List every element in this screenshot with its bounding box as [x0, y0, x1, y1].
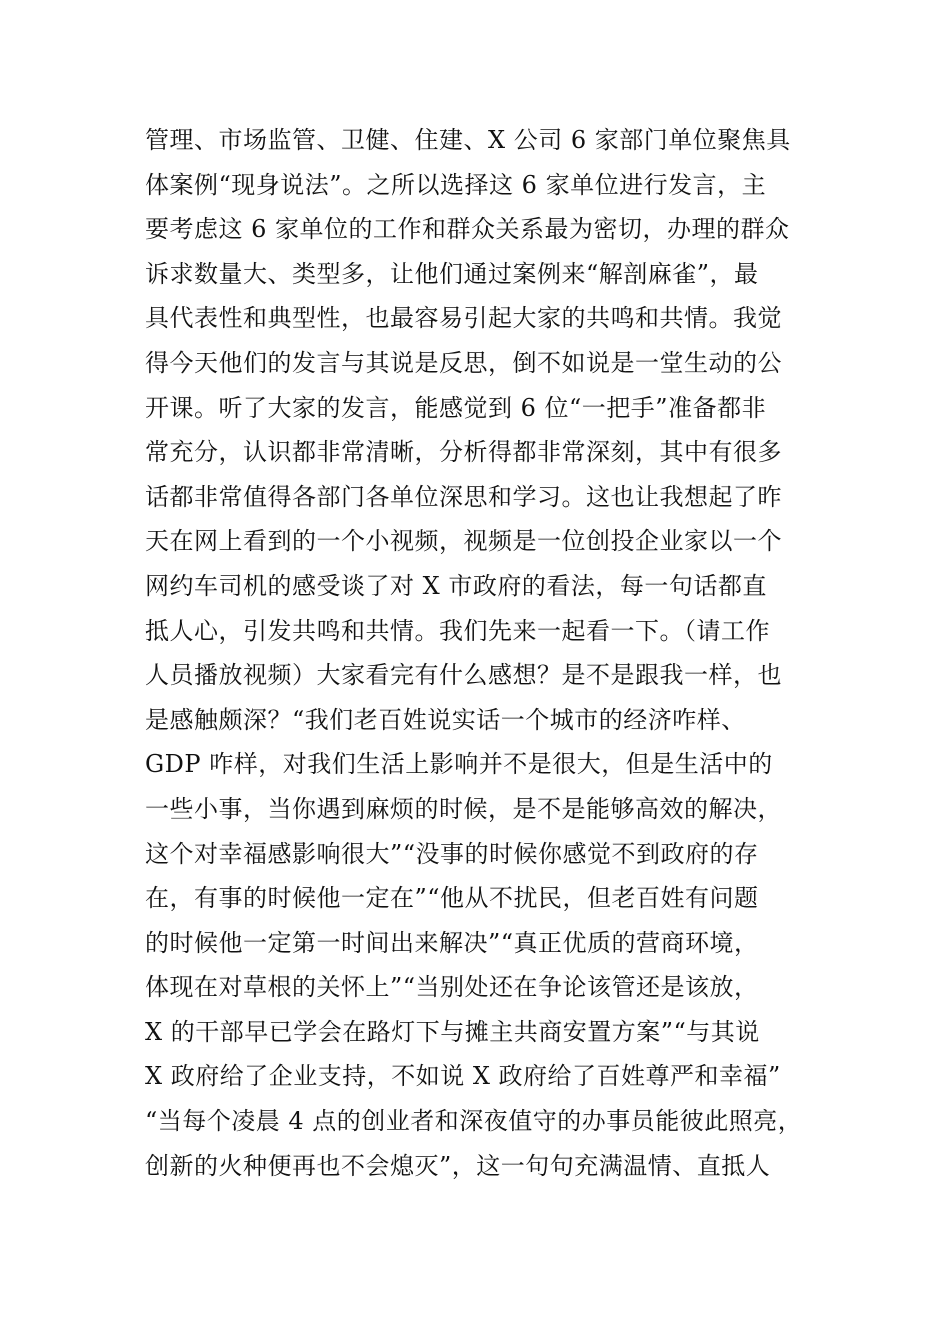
text-line: 常充分，认识都非常清晰，分析得都非常深刻，其中有很多	[145, 438, 782, 467]
text-line: “当每个凌晨 4 点的创业者和深夜值守的办事员能彼此照亮，	[145, 1107, 803, 1136]
text-line: 在，有事的时候他一定在”“他从不扰民，但老百姓有问题	[145, 884, 759, 913]
text-line: 具代表性和典型性，也最容易引起大家的共鸣和共情。我觉	[145, 304, 782, 333]
body-paragraph	[145, 118, 825, 1188]
text-line: 创新的火种便再也不会熄灭”，这一句句充满温情、直抵人	[145, 1151, 771, 1180]
text-line: 天在网上看到的一个小视频，视频是一位创投企业家以一个	[145, 527, 782, 556]
text-line: X 的干部早已学会在路灯下与摊主共商安置方案”“与其说	[145, 1017, 760, 1046]
text-line: X 政府给了企业支持，不如说 X 政府给了百姓尊严和幸福”	[145, 1062, 781, 1091]
text-line: 话都非常值得各部门各单位深思和学习。这也让我想起了昨	[145, 482, 782, 511]
text-line: 要考虑这 6 家单位的工作和群众关系最为密切，办理的群众	[145, 215, 790, 244]
text-line: GDP 咋样，对我们生活上影响并不是很大，但是生活中的	[145, 750, 773, 779]
text-line: 是感触颇深？“我们老百姓说实话一个城市的经济咋样、	[145, 705, 746, 734]
text-line: 的时候他一定第一时间出来解决”“真正优质的营商环境，	[145, 928, 759, 957]
text-line: 抵人心，引发共鸣和共情。我们先来一起看一下。（请工作	[145, 616, 770, 645]
text-line: 诉求数量大、类型多，让他们通过案例来“解剖麻雀”，最	[145, 259, 759, 288]
text-line: 这个对幸福感影响很大”“没事的时候你感觉不到政府的存	[145, 839, 759, 868]
text-line: 一些小事，当你遇到麻烦的时候，是不是能够高效的解决，	[145, 794, 782, 823]
text-line: 人员播放视频）大家看完有什么感想？是不是跟我一样，也	[145, 661, 782, 690]
text-line: 管理、市场监管、卫健、住建、X 公司 6 家部门单位聚焦具	[145, 126, 791, 154]
text-line: 体案例“现身说法”。之所以选择这 6 家单位进行发言，主	[145, 170, 767, 199]
text-line: 网约车司机的感受谈了对 X 市政府的看法，每一句话都直	[145, 571, 767, 600]
text-line: 体现在对草根的关怀上”“当别处还在争论该管还是该放，	[145, 973, 759, 1002]
text-line: 开课。听了大家的发言，能感觉到 6 位“一把手”准备都非	[145, 393, 767, 422]
text-line: 得今天他们的发言与其说是反思，倒不如说是一堂生动的公	[145, 348, 782, 377]
